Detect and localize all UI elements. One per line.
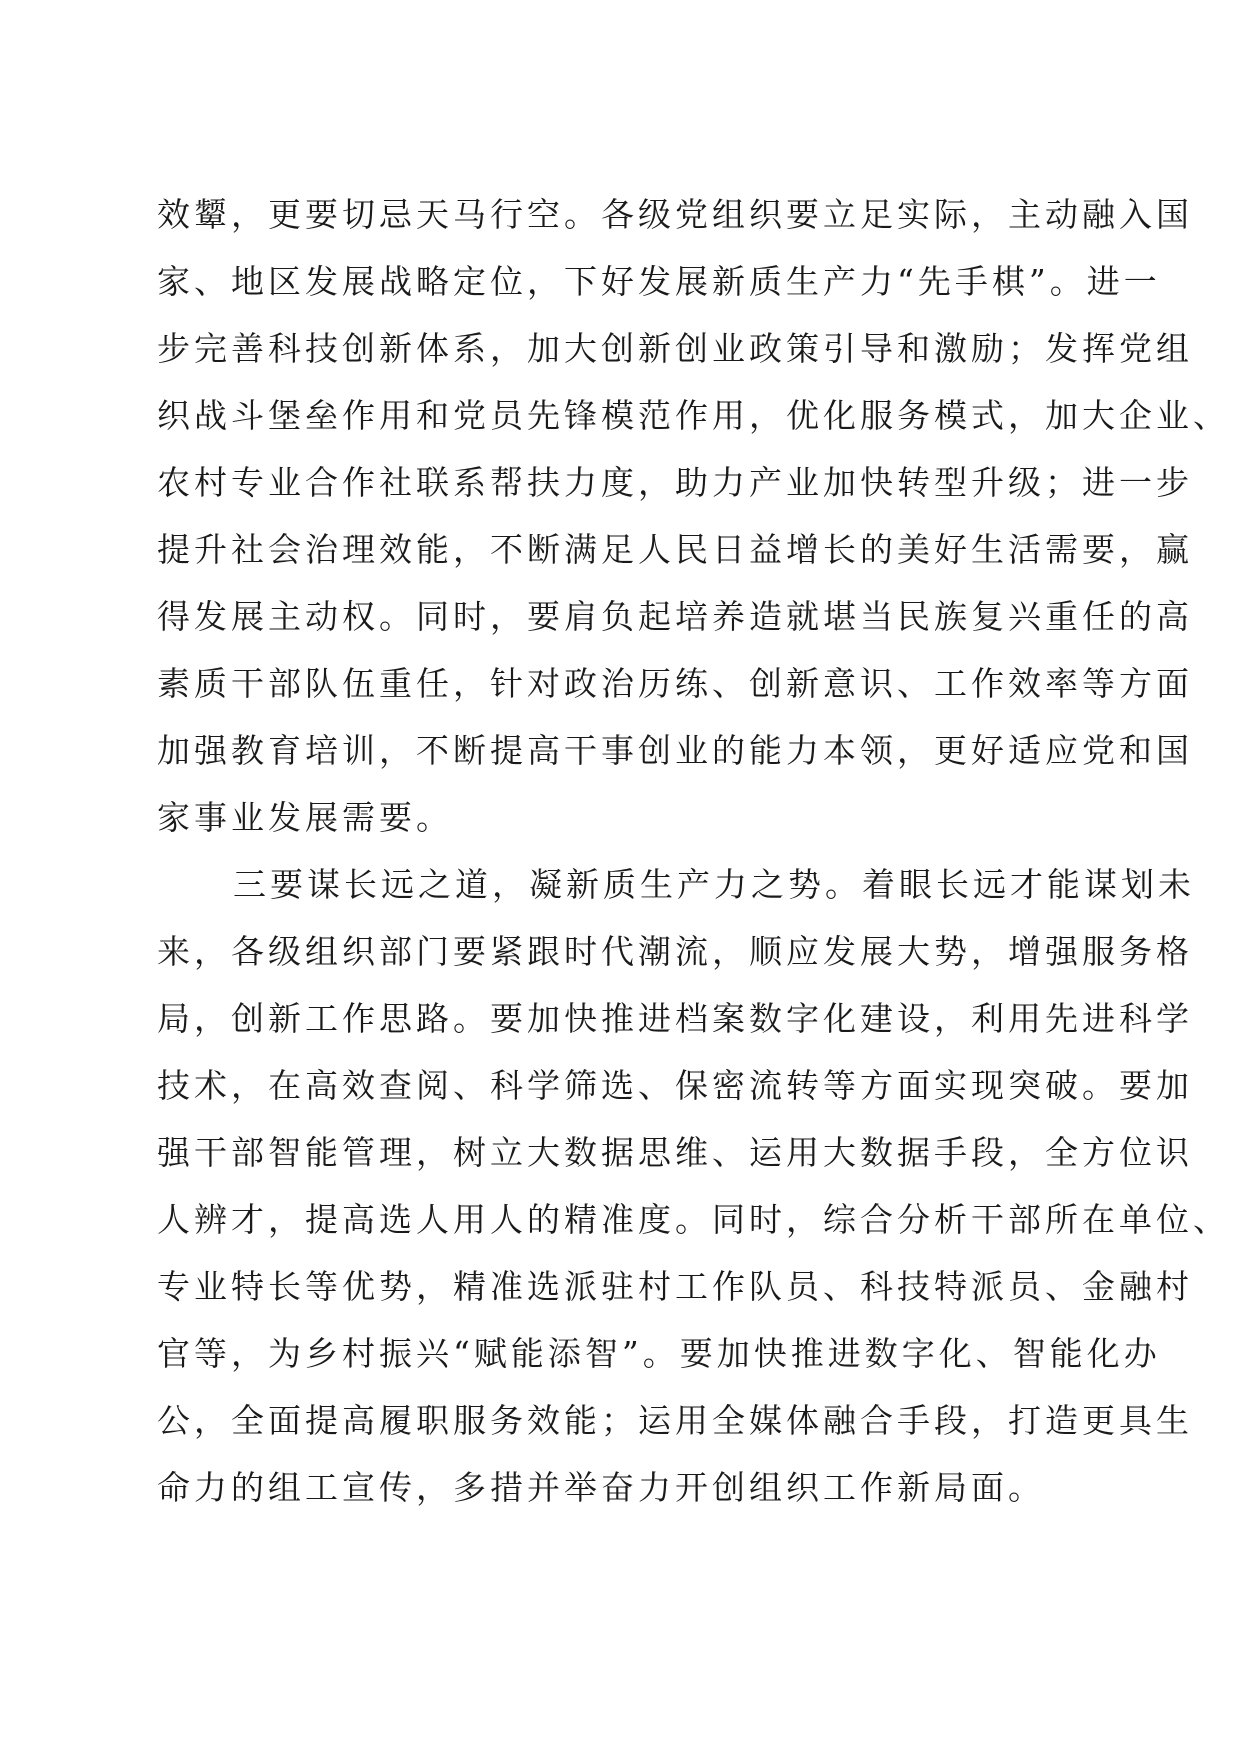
text-line: 家、地区发展战略定位，下好发展新质生产力“先手棋”。进一 — [157, 262, 1161, 301]
paragraph-1 — [157, 181, 1230, 851]
text-line: 农村专业合作社联系帮扶力度，助力产业加快转型升级；进一步 — [157, 463, 1193, 502]
text-line: 官等，为乡村振兴“赋能添智”。要加快推进数字化、智能化办 — [157, 1334, 1161, 1373]
paragraph-2 — [157, 851, 1230, 1521]
text-line: 家事业发展需要。 — [157, 798, 453, 837]
text-line: 强干部智能管理，树立大数据思维、运用大数据手段，全方位识 — [157, 1133, 1193, 1172]
text-line: 效颦，更要切忌天马行空。各级党组织要立足实际，主动融入国 — [157, 195, 1193, 234]
document-body — [157, 181, 1230, 1521]
text-line: 加强教育培训，不断提高干事创业的能力本领，更好适应党和国 — [157, 731, 1193, 770]
text-line: 公，全面提高履职服务效能；运用全媒体融合手段，打造更具生 — [157, 1401, 1193, 1440]
text-line: 来，各级组织部门要紧跟时代潮流，顺应发展大势，增强服务格 — [157, 932, 1193, 971]
text-line: 织战斗堡垒作用和党员先锋模范作用，优化服务模式，加大企业、 — [157, 396, 1230, 435]
text-line: 专业特长等优势，精准选派驻村工作队员、科技特派员、金融村 — [157, 1267, 1193, 1306]
text-line: 素质干部队伍重任，针对政治历练、创新意识、工作效率等方面 — [157, 664, 1193, 703]
text-line: 三要谋长远之道，凝新质生产力之势。着眼长远才能谋划未 — [233, 865, 1195, 904]
text-line: 局，创新工作思路。要加快推进档案数字化建设，利用先进科学 — [157, 999, 1193, 1038]
text-line: 提升社会治理效能，不断满足人民日益增长的美好生活需要，赢 — [157, 530, 1193, 569]
text-line: 人辨才，提高选人用人的精准度。同时，综合分析干部所在单位、 — [157, 1200, 1230, 1239]
text-line: 得发展主动权。同时，要肩负起培养造就堪当民族复兴重任的高 — [157, 597, 1193, 636]
text-line: 命力的组工宣传，多措并举奋力开创组织工作新局面。 — [157, 1468, 1045, 1507]
text-line: 步完善科技创新体系，加大创新创业政策引导和激励；发挥党组 — [157, 329, 1193, 368]
text-line: 技术，在高效查阅、科学筛选、保密流转等方面实现突破。要加 — [157, 1066, 1193, 1105]
